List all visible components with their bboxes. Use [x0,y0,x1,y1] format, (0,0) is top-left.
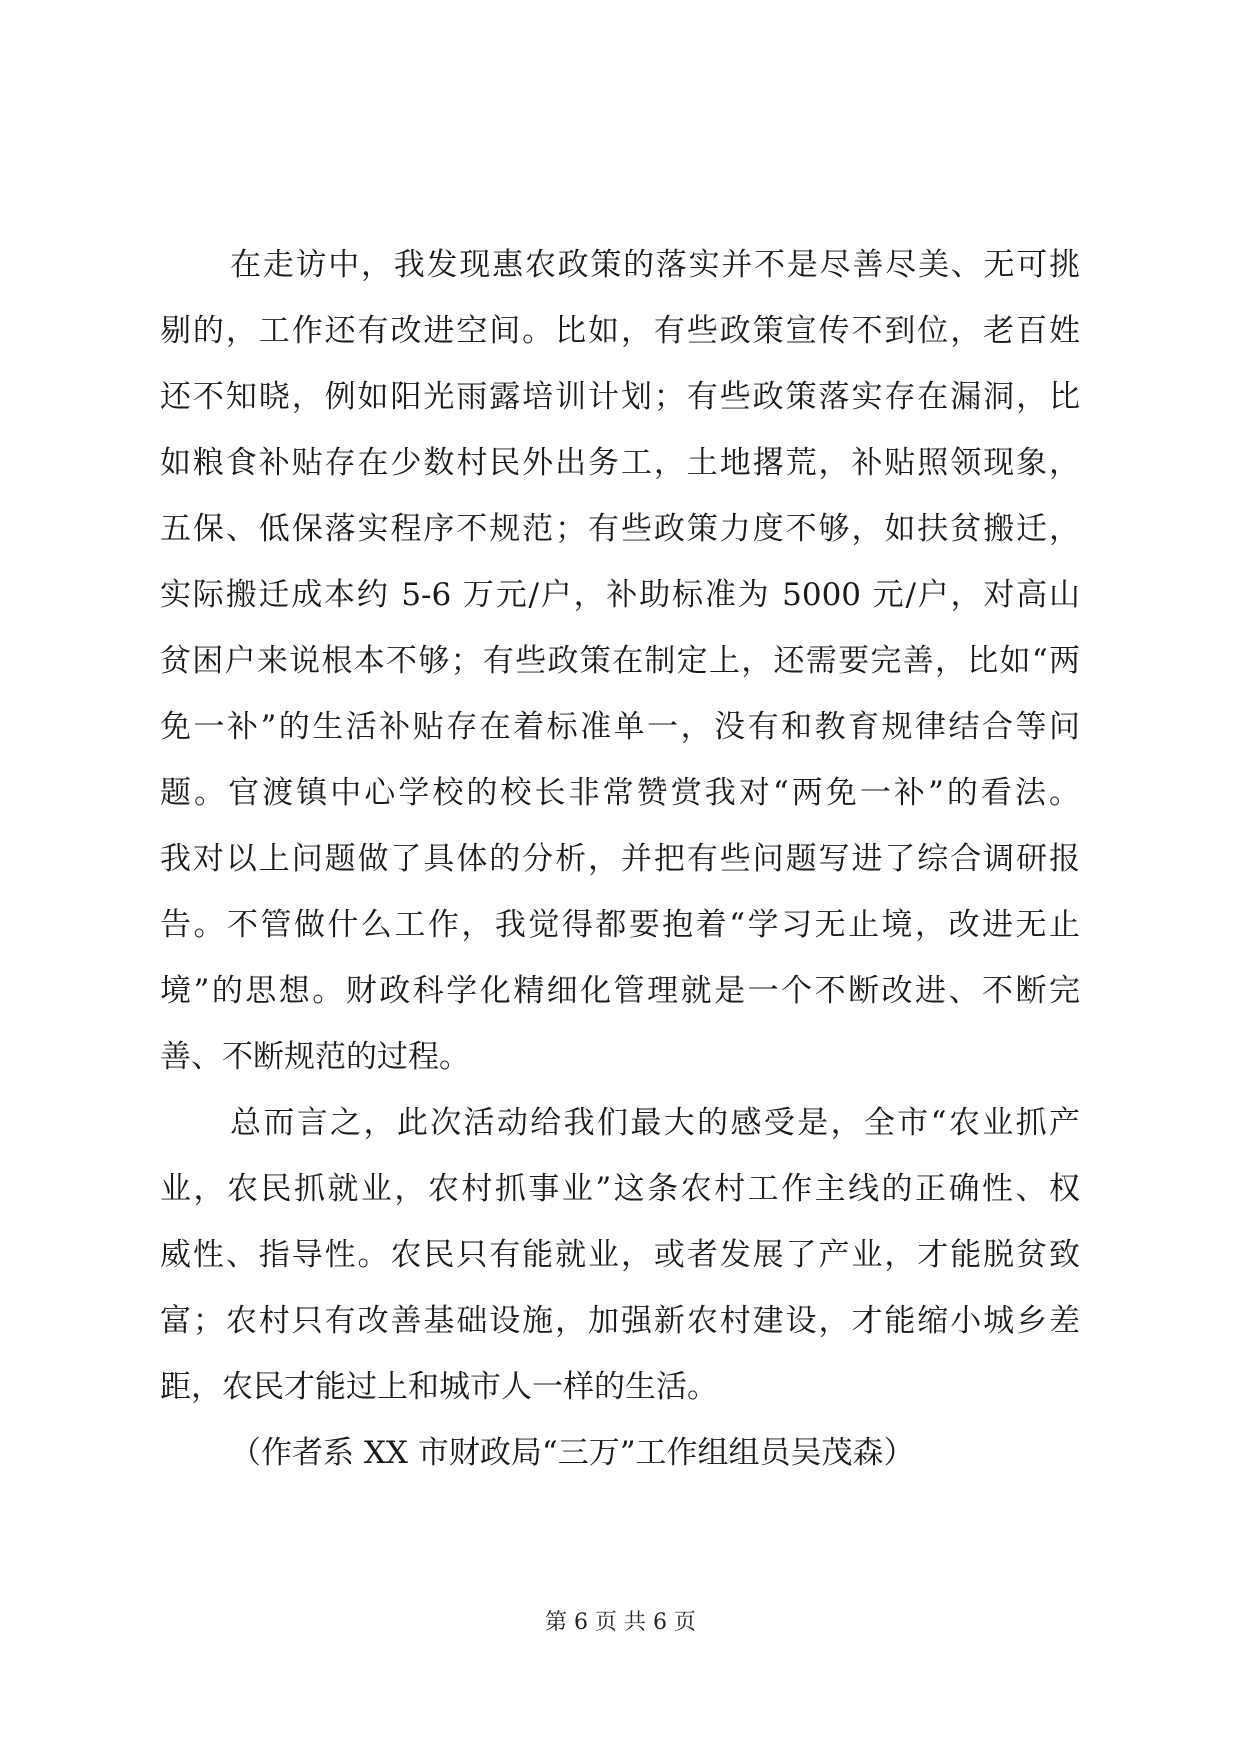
paragraph-2-line-4: 富；农村只有改善基础设施，加强新农村建设，才能缩小城乡差 [160,1303,1080,1339]
paragraph-1-line-3: 还不知晓，例如阳光雨露培训计划；有些政策落实存在漏洞，比 [160,379,1080,415]
paragraph-1-line-1: 在走访中，我发现惠农政策的落实并不是尽善尽美、无可挑 [230,247,1080,283]
paragraph-1-line-5: 五保、低保落实程序不规范；有些政策力度不够，如扶贫搬迁， [160,511,1080,547]
paragraph-1-line-10: 我对以上问题做了具体的分析，并把有些问题写进了综合调研报 [160,841,1080,877]
paragraph-2-line-3: 威性、指导性。农民只有能就业，或者发展了产业，才能脱贫致 [160,1237,1080,1273]
paragraph-1-line-2: 剔的，工作还有改进空间。比如，有些政策宣传不到位，老百姓 [160,313,1080,349]
paragraph-1-line-4: 如粮食补贴存在少数村民外出务工，土地撂荒，补贴照领现象， [160,445,1080,481]
paragraph-1-line-9: 题。官渡镇中心学校的校长非常赞赏我对“两免一补”的看法。 [160,775,1080,811]
paragraph-1-line-8: 免一补”的生活补贴存在着标准单一，没有和教育规律结合等问 [160,709,1080,745]
paragraph-1-line-12: 境”的思想。财政科学化精细化管理就是一个不断改进、不断完 [160,973,1080,1009]
page-number: 第 6 页 共 6 页 [545,1610,696,1635]
paragraph-1-line-13: 善、不断规范的过程。 [160,1039,470,1075]
paragraph-1-line-11: 告。不管做什么工作，我觉得都要抱着“学习无止境，改进无止 [160,907,1080,943]
paragraph-2-line-1: 总而言之，此次活动给我们最大的感受是，全市“农业抓产 [230,1105,1080,1141]
paragraph-1-line-6: 实际搬迁成本约 5-6 万元/户，补助标准为 5000 元/户，对高山 [160,577,1080,613]
paragraph-2-line-2: 业，农民抓就业，农村抓事业”这条农村工作主线的正确性、权 [160,1171,1080,1207]
paragraph-1-line-7: 贫困户来说根本不够；有些政策在制定上，还需要完善，比如“两 [160,643,1080,679]
document-body [160,232,1080,1486]
author-note: （作者系 XX 市财政局“三万”工作组组员吴茂森） [230,1435,915,1471]
paragraph-2-line-5: 距，农民才能过上和城市人一样的生活。 [160,1369,718,1405]
